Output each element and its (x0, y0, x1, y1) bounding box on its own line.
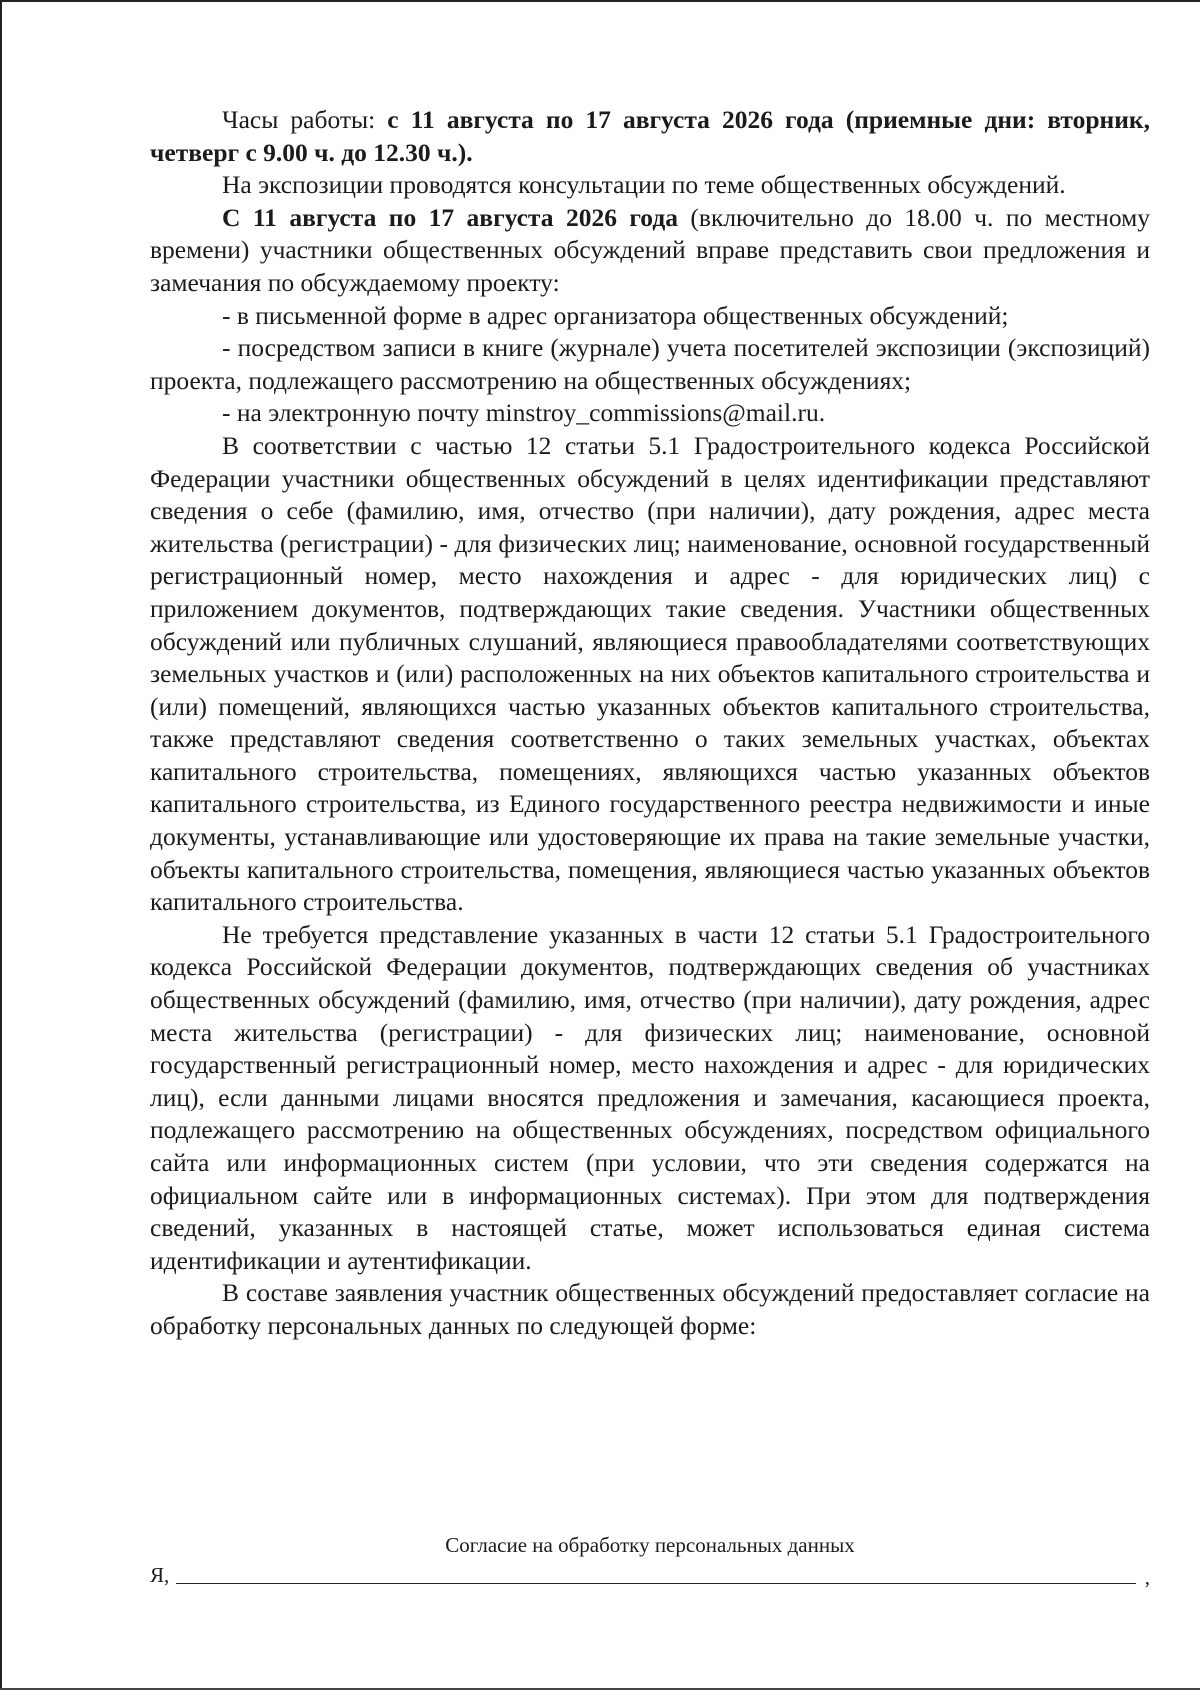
no-documents-required-text: Не требуется представление указанных в части 12 статьи 5.1 Градостроительного кодекса Российской Федерации документов, подтверждающих сведения об участниках общественных обсуждений (фамилию, имя, отчество (при наличии), дату рождения, адрес места жительства (регистрации) - для физических лиц; наименование, основной государственный регистрационный номер, место нахождения и адрес - для юридических лиц), если данными лицами вносятся предложения и замечания, касающиеся проекта, подлежащего рассмотрению на общественных обсуждениях, посредством официального сайта или информационных систем (при условии, что эти сведения содержатся на официальном сайте или в информационных системах). При этом для подтверждения сведений, указанных в настоящей статье, может использоваться единая система идентификации и аутентификации. (150, 919, 1150, 1275)
consultations-text: На экспозиции проводятся консультации по теме общественных обсуждений. (222, 170, 1066, 200)
paragraph-consent-intro (150, 1277, 1150, 1342)
paragraph-working-hours (150, 104, 1150, 169)
submission-period-dates: С 11 августа по 17 августа 2026 года (222, 202, 678, 232)
signature-blank-rule (176, 1583, 1136, 1584)
consent-form-title: Согласие на обработку персональных данных (445, 1533, 855, 1557)
signature-prefix: Я, (150, 1563, 170, 1587)
visitor-book-text: - посредством записи в книге (журнале) учета посетителей экспозиции (экспозиций) проекта, подлежащего рассмотрению на общественных обсуждениях; (150, 333, 1150, 395)
working-hours-label: Часы работы: (222, 105, 388, 134)
submission-period-text: (включительно до 18.00 ч. по местному времени) участники общественных обсуждений вправе представить свои предложения и замечания по обсуждаемому проекту: (150, 202, 1150, 297)
working-hours-dates: с 11 августа по 17 августа 2026 года (приемные дни: вторник, четверг с 9.00 ч. до 12.30 ч.). (150, 105, 1150, 167)
consent-intro-text: В составе заявления участник общественных обсуждений предоставляет согласие на обработку персональных данных по следующей форме: (150, 1278, 1150, 1340)
scan-border-top (0, 0, 1200, 2)
paragraph-no-documents-required (150, 919, 1150, 1278)
written-form-text: - в письменной форме в адрес организатора общественных обсуждений; (222, 300, 1009, 330)
signature-suffix: , (1144, 1565, 1150, 1589)
paragraph-identification (150, 430, 1150, 919)
signature-line (150, 1560, 1150, 1590)
paragraph-submission-period (150, 202, 1150, 300)
document-body (150, 104, 1150, 1343)
scan-border-bottom (0, 1688, 1200, 1690)
scan-border-left (0, 0, 2, 1690)
email-text: - на электронную почту minstroy_commissions@mail.ru. (222, 398, 826, 428)
list-item-visitor-book (150, 332, 1150, 397)
list-item-written-form (150, 300, 1150, 333)
paragraph-consultations (150, 169, 1150, 202)
identification-text: В соответствии с частью 12 статьи 5.1 Градостроительного кодекса Российской Федерации участники общественных обсуждений в целях идентификации представляют сведения о себе (фамилию, имя, отчество (при наличии), дату рождения, адрес места жительства (регистрации) - для физических лиц; наименование, основной государственный регистрационный номер, место нахождения и адрес - для юридических лиц) с приложением документов, подтверждающих такие сведения. Участники общественных обсуждений или публичных слушаний, являющиеся правообладателями соответствующих земельных участков и (или) расположенных на них объектов капитального строительства и (или) помещений, являющихся частью указанных объектов капитального строительства, также представляют сведения соответственно о таких земельных участках, объектах капитального строительства, помещениях, являющихся частью указанных объектов капитального строительства, из Единого государственного реестра недвижимости и иные документы, устанавливающие или удостоверяющие их права на такие земельные участки, объекты капитального строительства, помещения, являющиеся частью указанных объектов капитального строительства. (150, 430, 1150, 917)
list-item-email (150, 397, 1150, 430)
